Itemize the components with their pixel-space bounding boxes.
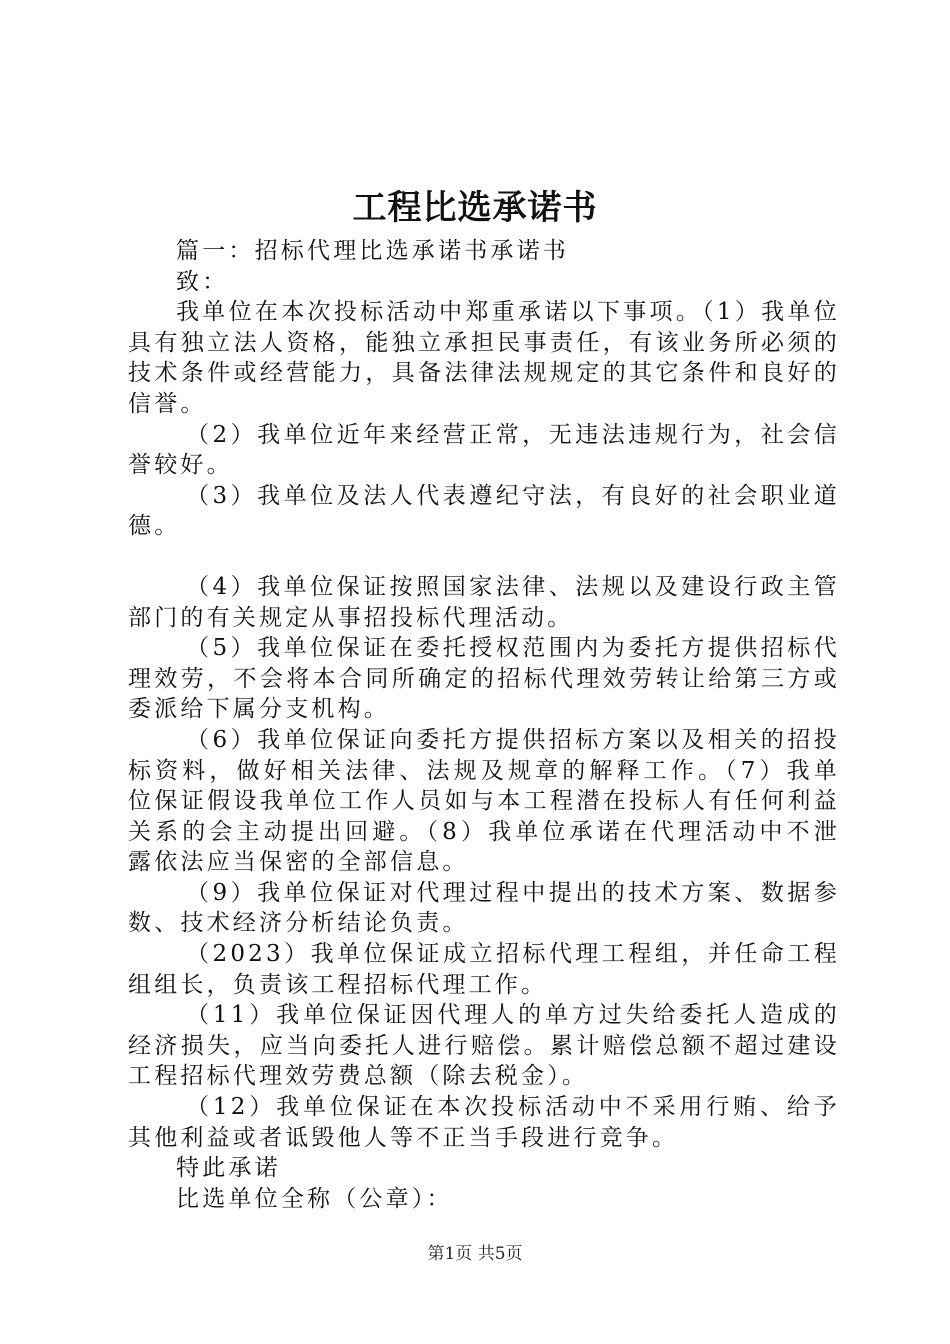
page-footer: 第1页 共5页 [427, 1244, 523, 1264]
paragraph-commitment-6-8: （6）我单位保证向委托方提供招标方案以及相关的招投标资料，做好相关法律、法规及规章的解释工作。（7）我单位保证假设我单位工作人员如与本工程潜在投标人有任何利益关系的会主动提出回避。（8）我单位承诺在代理活动中不泄露依法应当保密的全部信息。 [128, 726, 840, 876]
section-heading: 篇一：招标代理比选承诺书承诺书 [176, 238, 569, 264]
salutation: 致： [176, 268, 229, 295]
paragraph-commitment-9: （9）我单位保证对代理过程中提出的技术方案、数据参数、技术经济分析结论负责。 [128, 879, 840, 937]
paragraph-commitment-12: （12）我单位保证在本次投标活动中不采用行贿、给予其他利益或者诋毁他人等不正当手段进行竞争。 [128, 1094, 840, 1151]
paragraph-commitment-5: （5）我单位保证在委托授权范围内为委托方提供招标代理效劳，不会将本合同所确定的招标代理效劳转让给第三方或委派给下属分支机构。 [128, 635, 840, 723]
signature-line: 比选单位全称（公章）： [176, 1185, 453, 1212]
paragraph-commitment-4: （4）我单位保证按照国家法律、法规以及建设行政主管部门的有关规定从事招投标代理活动。 [128, 573, 840, 631]
document-title: 工程比选承诺书 [352, 188, 598, 228]
paragraph-commitment-11: （11）我单位保证因代理人的单方过失给委托人造成的经济损失，应当向委托人进行赔偿。累计赔偿总额不超过建设工程招标代理效劳费总额（除去税金）。 [128, 1002, 840, 1090]
paragraph-commitment-1: 我单位在本次投标活动中郑重承诺以下事项。（1）我单位具有独立法人资格，能独立承担民事责任，有该业务所必须的技术条件或经营能力，具备法律法规规定的其它条件和良好的信誉。 [128, 299, 840, 417]
paragraph-commitment-2: （2）我单位近年来经营正常，无违法违规行为，社会信誉较好。 [128, 421, 840, 479]
paragraph-commitment-3: （3）我单位及法人代表遵纪守法，有良好的社会职业道德。 [128, 482, 840, 540]
closing-statement: 特此承诺 [176, 1155, 281, 1182]
paragraph-commitment-10: （2023）我单位保证成立招标代理工程组，并任命工程组组长，负责该工程招标代理工作。 [128, 941, 840, 998]
document-body [128, 236, 840, 1214]
